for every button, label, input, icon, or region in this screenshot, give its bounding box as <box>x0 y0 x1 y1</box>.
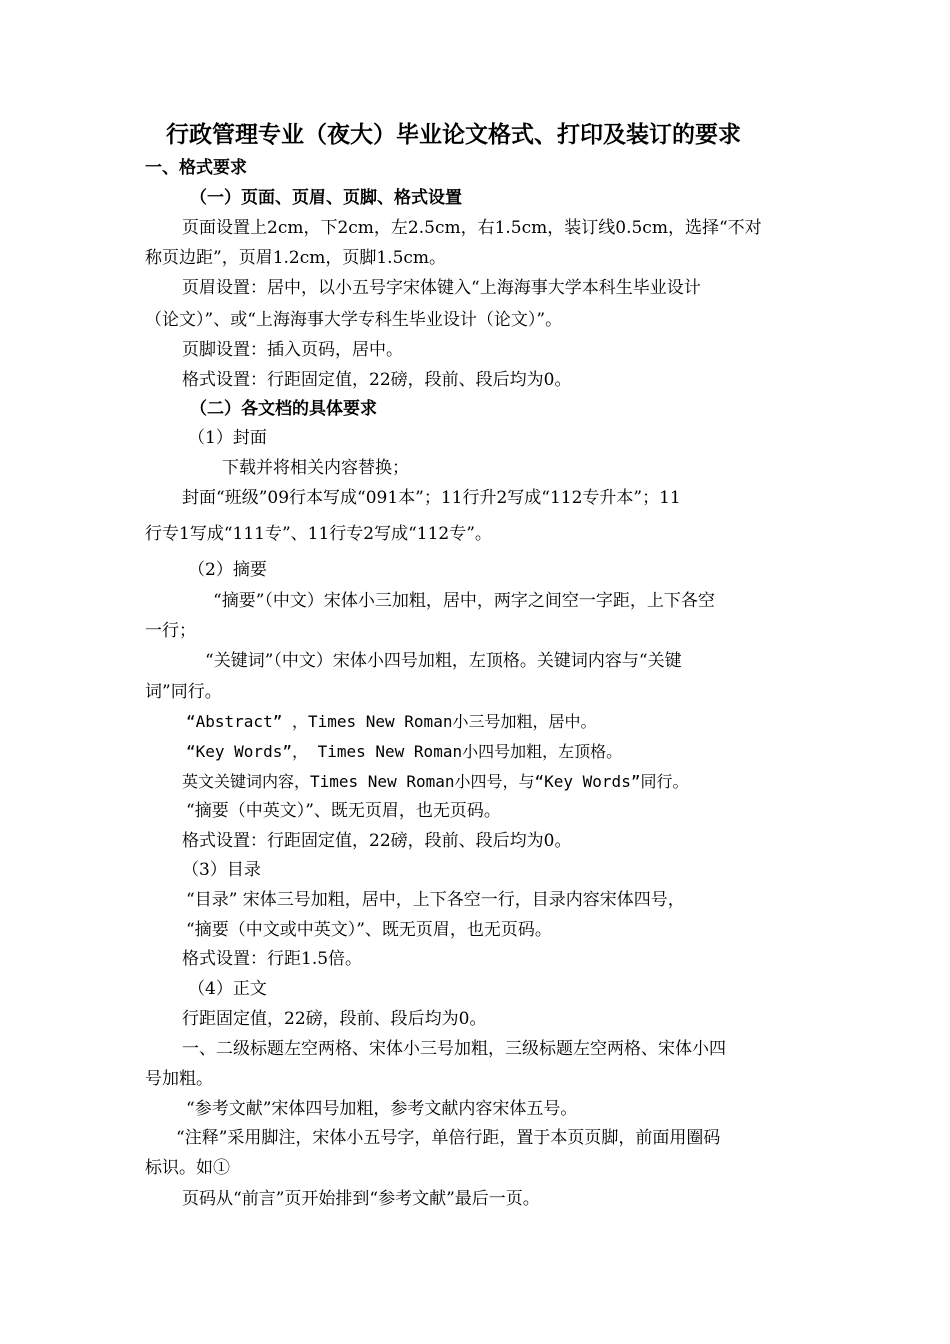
paragraph-line: “目录” 宋体三号加粗，居中，上下各空一行，目录内容宋体四号， <box>186 890 685 910</box>
paragraph-line: 页脚设置：插入页码，居中。 <box>182 340 403 360</box>
paragraph-line: 一行； <box>145 621 196 641</box>
paragraph-line: “Key Words”， Times New Roman小四号加粗，左顶格。 <box>186 742 623 761</box>
paragraph-line: 标识。如① <box>145 1158 230 1178</box>
subsection-heading: （二）各文档的具体要求 <box>190 399 377 419</box>
item-heading: （3）目录 <box>182 860 261 880</box>
paragraph-line: 行距固定值，22磅，段前、段后均为0。 <box>182 1009 487 1029</box>
paragraph-line: 页面设置上2cm，下2cm，左2.5cm，右1.5cm，装订线0.5cm，选择“不对 <box>182 218 762 238</box>
subsection-heading: （一）页面、页眉、页脚、格式设置 <box>190 188 462 208</box>
item-heading: （2）摘要 <box>188 560 267 580</box>
page-title: 行政管理专业（夜大）毕业论文格式、打印及装订的要求 <box>166 121 741 148</box>
paragraph-line: 格式设置：行距固定值，22磅，段前、段后均为0。 <box>182 831 572 851</box>
item-heading: （1）封面 <box>188 428 267 448</box>
paragraph-line: “Abstract” ，Times New Roman小三号加粗，居中。 <box>186 712 597 731</box>
paragraph-line: “参考文献”宋体四号加粗，参考文献内容宋体五号。 <box>186 1099 578 1119</box>
paragraph-line: “注释”采用脚注，宋体小五号字，单倍行距，置于本页页脚，前面用圈码 <box>176 1128 721 1148</box>
paragraph-line: 页眉设置：居中，以小五号字宋体键入“上海海事大学本科生毕业设计 <box>182 278 701 298</box>
paragraph-line: 下载并将相关内容替换； <box>222 458 409 478</box>
item-heading: （4）正文 <box>188 979 267 999</box>
paragraph-line: 号加粗。 <box>145 1069 213 1089</box>
paragraph-line: 称页边距”，页眉1.2cm，页脚1.5cm。 <box>145 248 447 268</box>
paragraph-line: “摘要（中文或中英文）”、既无页眉，也无页码。 <box>186 920 552 940</box>
paragraph-line: 行专1写成“111专”、11行专2写成“112专”。 <box>145 524 492 544</box>
paragraph-line: 格式设置：行距1.5倍。 <box>182 949 363 969</box>
paragraph-line: 格式设置：行距固定值，22磅，段前、段后均为0。 <box>182 370 572 390</box>
paragraph-line: “摘要（中英文）”、既无页眉，也无页码。 <box>186 801 501 821</box>
paragraph-line: （论文）”、或“上海海事大学专科生毕业设计（论文）”。 <box>145 310 563 330</box>
paragraph-line: “摘要”（中文）宋体小三加粗，居中，两字之间空一字距，上下各空 <box>213 591 715 611</box>
paragraph-line: 英文关键词内容，Times New Roman小四号，与“Key Words”同行。 <box>182 772 689 791</box>
paragraph-line: 一、二级标题左空两格、宋体小三号加粗，三级标题左空两格、宋体小四 <box>182 1039 726 1059</box>
paragraph-line: 词”同行。 <box>145 682 222 702</box>
paragraph-line: “关键词”（中文）宋体小四号加粗，左顶格。关键词内容与“关键 <box>205 651 682 671</box>
paragraph-line: 页码从“前言”页开始排到“参考文献”最后一页。 <box>182 1189 540 1209</box>
paragraph-line: 封面“班级”09行本写成“091本”；11行升2写成“112专升本”；11 <box>182 488 681 508</box>
section-heading: 一、格式要求 <box>145 158 247 178</box>
